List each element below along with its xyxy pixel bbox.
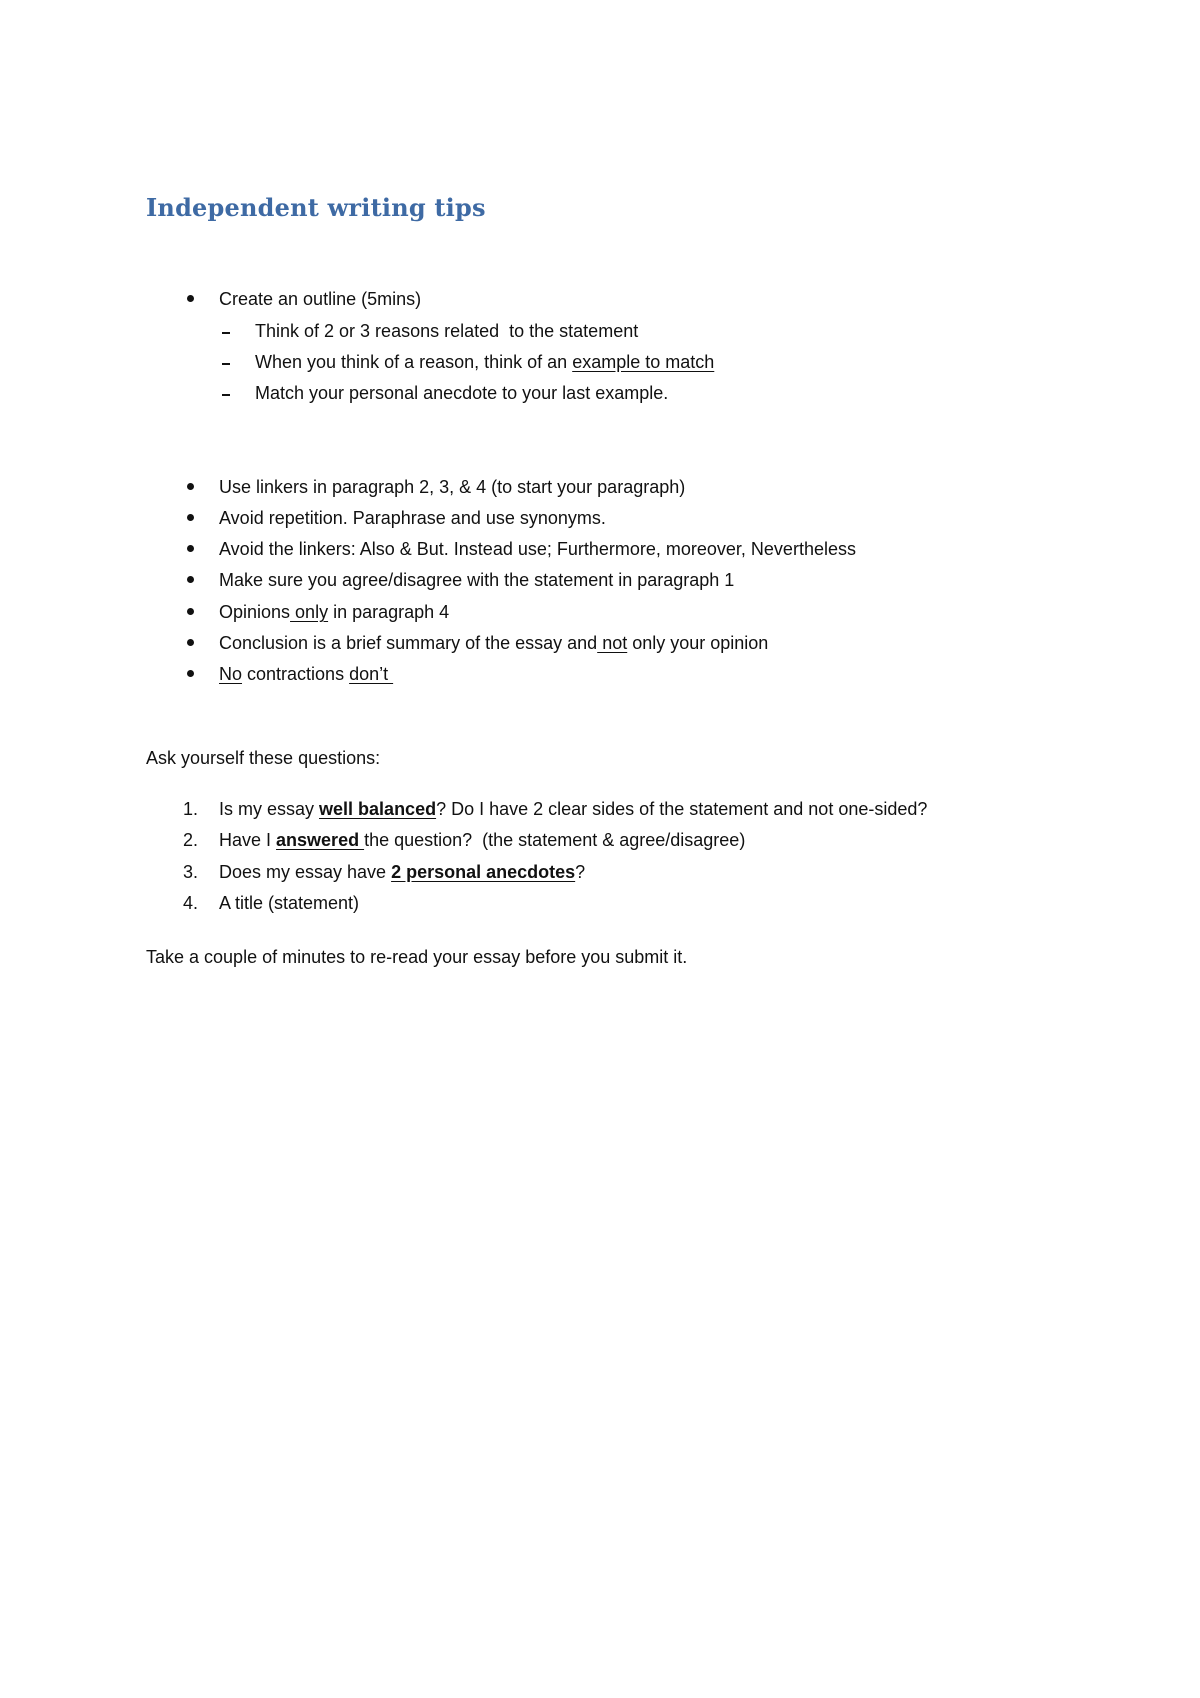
- tip-text: only your opinion: [627, 633, 769, 653]
- tip-item: Avoid repetition. Paraphrase and use synonyms.: [219, 508, 606, 528]
- bullet-icon: [187, 483, 194, 490]
- tip-text: Opinions: [219, 602, 291, 622]
- tip-item: Use linkers in paragraph 2, 3, & 4 (to start your paragraph): [219, 477, 686, 497]
- bullet-icon: [187, 545, 194, 552]
- page-title: Independent writing tips: [146, 193, 486, 222]
- subitem-underlined-text: example to match: [572, 352, 715, 372]
- tip-underlined-text: only: [290, 602, 329, 622]
- question-text: the question? (the statement & agree/disagree): [364, 830, 746, 850]
- outline-label: Create an outline (5mins): [219, 289, 422, 309]
- questions-heading: Ask yourself these questions:: [146, 748, 381, 768]
- bullet-icon: [187, 670, 194, 677]
- dash-icon: [222, 394, 230, 396]
- tip-item: Avoid the linkers: Also & But. Instead use; Furthermore, moreover, Nevertheless: [219, 539, 856, 559]
- tip-item: [219, 663, 393, 685]
- question-item: A title (statement): [219, 893, 360, 913]
- bullet-icon: [187, 295, 194, 302]
- question-item: [219, 861, 585, 883]
- question-item: [219, 829, 745, 851]
- question-text: ?: [575, 862, 586, 882]
- question-item: [219, 798, 927, 820]
- question-emphasis: answered: [276, 830, 365, 850]
- tip-item: [219, 632, 768, 654]
- question-number: 3.: [183, 862, 199, 882]
- bullet-icon: [187, 608, 194, 615]
- dash-icon: [222, 363, 230, 365]
- tip-text: contractions: [242, 664, 350, 684]
- question-text: Is my essay: [219, 799, 320, 819]
- question-number: 2.: [183, 830, 199, 850]
- tip-underlined-text: don’t: [349, 664, 394, 684]
- subitem-text: When you think of a reason, think of an: [255, 352, 573, 372]
- tip-item: Make sure you agree/disagree with the statement in paragraph 1: [219, 570, 735, 590]
- question-number: 4.: [183, 893, 199, 913]
- question-emphasis: 2 personal anecdotes: [391, 862, 576, 882]
- tip-item: [219, 601, 449, 623]
- question-text: Have I: [219, 830, 277, 850]
- closing-text: Take a couple of minutes to re-read your essay before you submit it.: [146, 947, 688, 967]
- bullet-icon: [187, 514, 194, 521]
- tip-underlined-text: not: [597, 633, 628, 653]
- question-text: ? Do I have 2 clear sides of the statement and not one-sided?: [436, 799, 928, 819]
- outline-subitem: Think of 2 or 3 reasons related to the statement: [255, 321, 639, 341]
- outline-subitem: Match your personal anecdote to your last example.: [255, 383, 669, 403]
- bullet-icon: [187, 639, 194, 646]
- outline-subitem: [255, 351, 714, 373]
- question-text: Does my essay have: [219, 862, 392, 882]
- tip-text: in paragraph 4: [328, 602, 450, 622]
- question-emphasis: well balanced: [319, 799, 437, 819]
- tip-underlined-text: No: [219, 664, 243, 684]
- dash-icon: [222, 332, 230, 334]
- bullet-icon: [187, 576, 194, 583]
- tip-text: Conclusion is a brief summary of the essay and: [219, 633, 598, 653]
- question-number: 1.: [183, 799, 199, 819]
